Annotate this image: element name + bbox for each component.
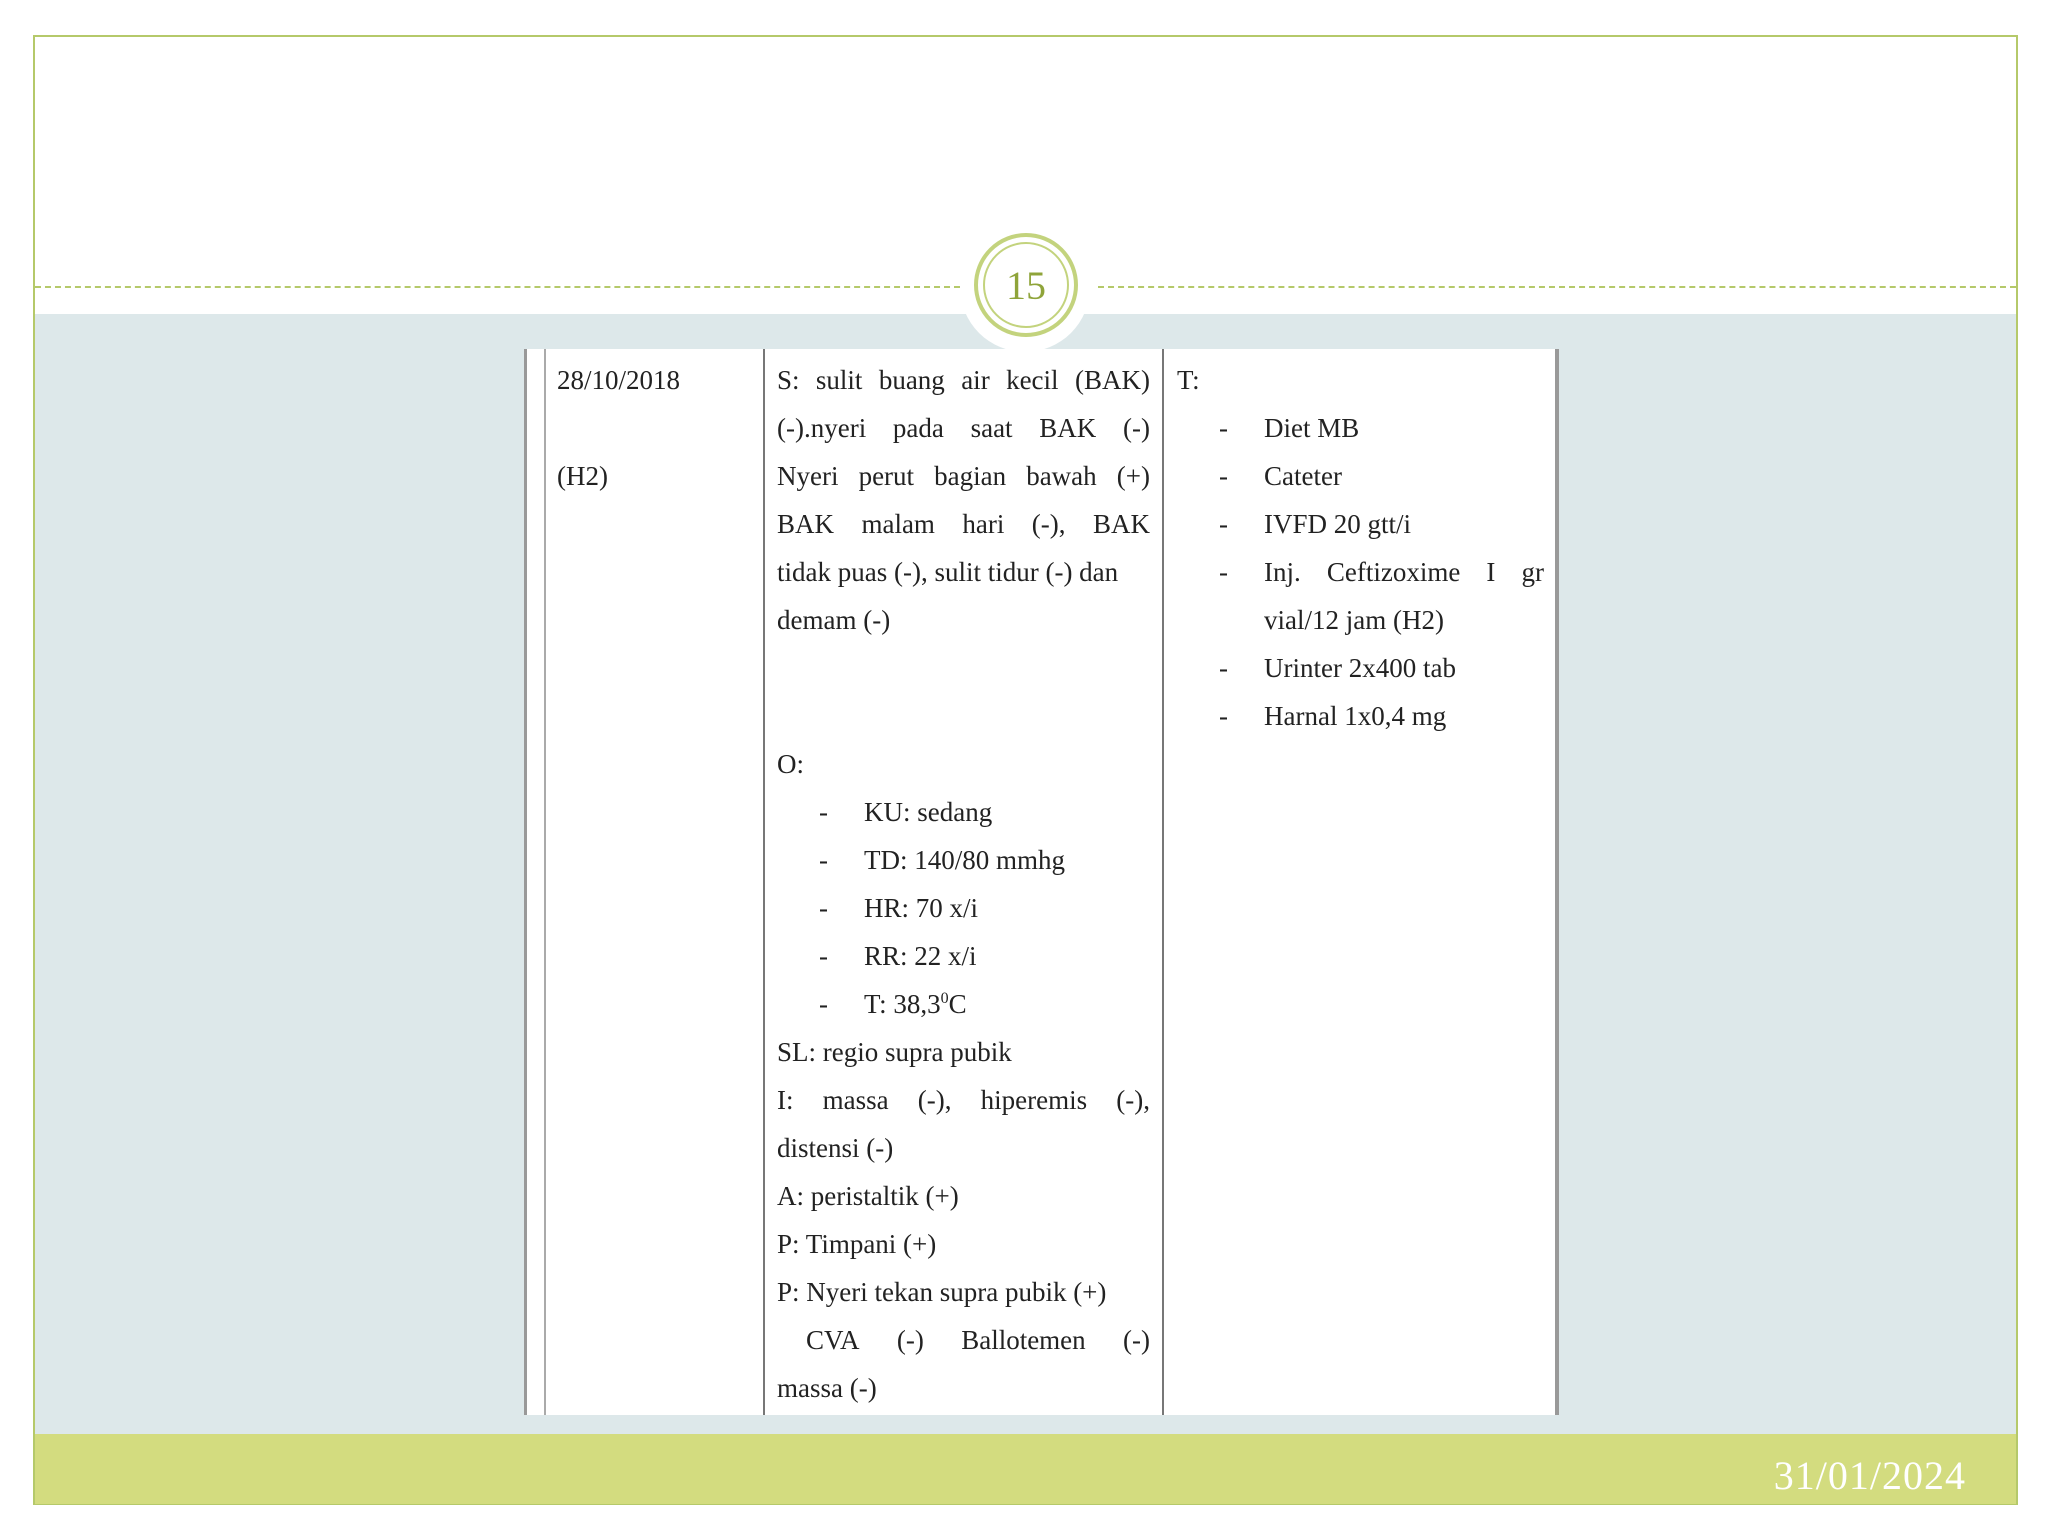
word: saat (970, 413, 1013, 443)
subjective-line-3 (777, 461, 1150, 492)
word: Ceftizoxime (1326, 557, 1461, 587)
subjective-line-2 (777, 413, 1150, 444)
soap-table (524, 349, 1559, 1415)
bullet: - (1219, 413, 1228, 443)
word: (-) (896, 1325, 924, 1355)
word: pada (892, 413, 944, 443)
word: bagian (934, 461, 1007, 491)
word: Ballotemen (961, 1325, 1086, 1355)
word: BAK (1039, 413, 1097, 443)
temp-value: T: 38,3 (864, 989, 941, 1019)
palpation-line: P: Nyeri tekan supra pubik (+) (777, 1277, 1107, 1307)
temp-unit: C (948, 989, 967, 1019)
subjective-line-6: demam (-) (777, 605, 891, 635)
bullet: - (1219, 653, 1228, 683)
bullet: - (819, 989, 828, 1019)
word: (-), (1116, 1085, 1150, 1115)
bullet: - (819, 845, 828, 875)
word: (-) (1123, 1325, 1150, 1355)
therapy-item: Harnal 1x0,4 mg (1264, 701, 1447, 731)
objective-item: HR: 70 x/i (864, 893, 979, 923)
header-divider-left (35, 286, 960, 288)
word: perut (858, 461, 915, 491)
word: (-) (1122, 413, 1150, 443)
word: (+) (1116, 461, 1150, 491)
therapy-item: IVFD 20 gtt/i (1264, 509, 1412, 539)
word: bawah (1026, 461, 1097, 491)
word: I (1486, 557, 1496, 587)
bullet: - (819, 893, 828, 923)
cva-line (806, 1325, 1150, 1356)
bullet: - (1219, 701, 1228, 731)
therapy-item-inj (1264, 557, 1544, 588)
day-cell: (H2) (557, 461, 608, 491)
objective-item: RR: 22 x/i (864, 941, 977, 971)
objective-item: KU: sedang (864, 797, 993, 827)
auscultation-line: A: peristaltik (+) (777, 1181, 959, 1211)
bullet: - (819, 941, 828, 971)
word: hari (962, 509, 1005, 539)
subjective-line-5: tidak puas (-), sulit tidur (-) dan (777, 557, 1119, 587)
word: I: (777, 1085, 794, 1115)
degree-sup: 0 (940, 990, 949, 1007)
subjective-line-4 (777, 509, 1150, 540)
table-rule (544, 349, 546, 1415)
word: (-), (1031, 509, 1066, 539)
table-rule (763, 349, 765, 1415)
word: (-).nyeri (777, 413, 867, 443)
therapy-item: Diet MB (1264, 413, 1360, 443)
word: S: (777, 365, 800, 395)
footer-date: 31/01/2024 (1773, 1453, 1966, 1498)
word: CVA (806, 1325, 860, 1355)
word: BAK (777, 509, 835, 539)
word: massa (822, 1085, 889, 1115)
sl-line: SL: regio supra pubik (777, 1037, 1012, 1067)
word: (BAK) (1074, 365, 1150, 395)
therapy-heading: T: (1177, 365, 1200, 395)
page-number: 15 (983, 242, 1069, 328)
word: BAK (1092, 509, 1150, 539)
word: air (961, 365, 990, 395)
subjective-line-1 (777, 365, 1150, 396)
bullet: - (1219, 461, 1228, 491)
bullet: - (1219, 509, 1228, 539)
percussion-line: P: Timpani (+) (777, 1229, 937, 1259)
word: (-), (917, 1085, 952, 1115)
word: kecil (1006, 365, 1059, 395)
word: Nyeri (777, 461, 839, 491)
bullet: - (1219, 557, 1228, 587)
mass-line: massa (-) (777, 1373, 877, 1403)
word: Inj. (1264, 557, 1301, 587)
objective-heading: O: (777, 749, 804, 779)
table-rule (1162, 349, 1164, 1415)
header-divider-right (1098, 286, 2016, 288)
inspection-line-2: distensi (-) (777, 1133, 894, 1163)
objective-item-temp (864, 989, 967, 1020)
therapy-item: Urinter 2x400 tab (1264, 653, 1456, 683)
word: gr (1521, 557, 1544, 587)
word: sulit (815, 365, 863, 395)
date-cell: 28/10/2018 (557, 365, 681, 395)
inspection-line-1 (777, 1085, 1150, 1116)
word: hiperemis (980, 1085, 1088, 1115)
word: buang (878, 365, 945, 395)
therapy-item-inj-cont: vial/12 jam (H2) (1264, 605, 1444, 635)
bullet: - (819, 797, 828, 827)
therapy-item: Cateter (1264, 461, 1342, 491)
word: malam (861, 509, 935, 539)
objective-item: TD: 140/80 mmhg (864, 845, 1065, 875)
footer-band (35, 1434, 2016, 1504)
